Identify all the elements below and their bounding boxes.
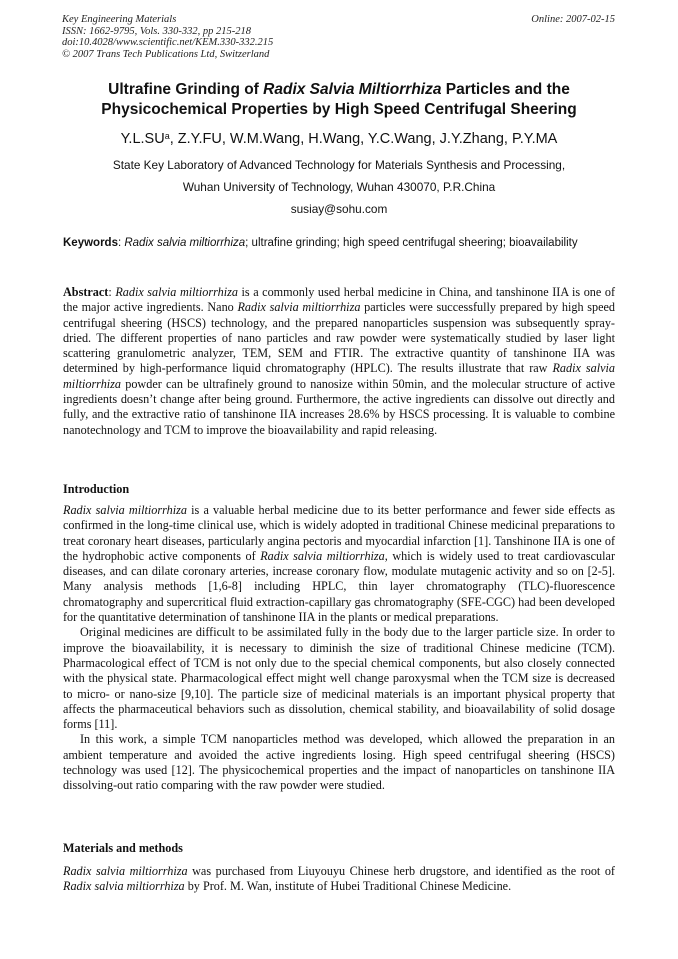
- intro-paragraph-2: Original medicines are difficult to be assimilated fully in the body due to the larger particle size. In order to improve the bioavailability, it is necessary to diminish the size of traditional Chinese medicine (TCM). Pharmacological effect of TCM is not only due to the special chemical components, but also closely connected with the physical state. Pharmacological effect might well change paroxysmal when the TCM size is decreased to micro- or nano-size [9,10]. The particle size of medicinal materials is an important physical property that affects the pharmaceutical behaviors such as dissolution, chemical stability, and bioavailability of solid dosage forms [11].: [63, 625, 615, 732]
- intro-text: is a valuable herbal medicine due to its better performance and fewer side effects as confirmed in the long-time clinical use, which is widely adopted in traditional Chinese medicinal preparations to treat coronary heart diseases, particularly angina pectoris and myocardial infarction [1]. Tanshinone IIA is one of the hydrophobic active components of: [63, 503, 615, 563]
- introduction-body: [63, 503, 615, 794]
- other-authors: , Z.Y.FU, W.M.Wang, H.Wang, Y.C.Wang, J.Y.Zhang, P.Y.MA: [169, 131, 558, 147]
- methods-heading: Materials and methods: [63, 841, 183, 855]
- copyright-line: © 2007 Trans Tech Publications Ltd, Switzerland: [62, 48, 270, 60]
- author-affil-mark: a: [164, 131, 170, 141]
- methods-text: was purchased from Liuyouyu Chinese herb drugstore, and identified as the root of: [187, 864, 615, 878]
- journal-header: [62, 14, 273, 60]
- abstract-label: Abstract: [63, 285, 109, 299]
- methods-paragraph-1: [63, 864, 615, 895]
- author-list: [40, 129, 638, 149]
- issn-line: ISSN: 1662-9795, Vols. 330-332, pp 215-218: [62, 25, 251, 37]
- keywords-rest: ; ultrafine grinding; high speed centrifugal sheering; bioavailability: [245, 237, 578, 249]
- species-name: Radix salvia miltiorrhiza: [115, 285, 238, 299]
- methods-text: by Prof. M. Wan, institute of Hubei Traditional Chinese Medicine.: [184, 879, 512, 894]
- keywords: [63, 236, 615, 251]
- intro-paragraph-3: In this work, a simple TCM nanoparticles method was developed, which allowed the preparation in an ambient temperature and avoided the active ingredients losing. High speed centrifugal sheering (HSCS) technology was used [12]. The physicochemical properties and the impact of nanoparticles on tanshinone IIA dissolving-out ratio comparing with the raw powder were studied.: [63, 732, 615, 793]
- keyword-species: Radix salvia miltiorrhiza: [124, 237, 246, 249]
- online-date: Online: 2007-02-15: [531, 14, 615, 25]
- intro-text: , which is widely used to treat cardiovascular diseases, and can dilate coronary arteries, increase coronary flow, modulate mutagenic activity and so on [2-5]. Many analysis methods [1,6-8] including HPLC, thin layer chromatography (TLC)-fluorescence chromatography and supercritical fluid extraction-capillary gas chromatography (SFE-CGC) had been developed for the quantitative determination of tanshinone IIA in the plants or medical preparations.: [63, 548, 616, 625]
- affiliation-line-2: Wuhan University of Technology, Wuhan 430070, P.R.China: [182, 180, 496, 194]
- separator: :: [117, 237, 125, 249]
- introduction-heading: Introduction: [63, 482, 130, 496]
- abstract-text: powder can be ultrafinely ground to nanosize within 50min, and the molecular structure of active ingredients doesn’t change after being ground. Furthermore, the active ingredients can dissolve out directly and fully, and the extractive ratio of tanshinone IIA increases 28.6% by HSCS processing. It is valuable to combine nanotechnology and TCM to improve the bioavailability and rapid releasing.: [63, 376, 615, 437]
- species-name: Radix salvia miltiorrhiza: [63, 361, 615, 391]
- species-name: Radix salvia miltiorrhiza: [260, 548, 385, 563]
- species-name: Radix salvia miltiorrhiza: [63, 879, 185, 894]
- intro-paragraph-1: [63, 503, 615, 625]
- keywords-label: Keywords: [63, 237, 118, 249]
- species-name: Radix salvia miltiorrhiza: [63, 864, 188, 878]
- affiliation-line-1: State Key Laboratory of Advanced Technology for Materials Synthesis and Processing,: [112, 158, 566, 172]
- abstract-text: particles were successfully prepared by high speed centrifugal sheering (HSCS) technology, and the prepared nanoparticles suspension was subsequently spray-dried. The different properties of nano particles and raw powder were systematically studied by laser light scattering granulometric analyzer, TEM, SEM and FTIR. The extractive quantity of tanshinone IIA was determined by high-performance liquid chromatography (HPLC). The results illustrate that raw: [63, 300, 616, 376]
- species-name: Radix salvia miltiorrhiza: [63, 503, 187, 517]
- methods-body: [63, 864, 615, 895]
- title-part: Particles and the: [441, 81, 570, 98]
- title-part: Ultrafine Grinding of: [108, 81, 264, 98]
- email-link[interactable]: susiay@sohu.com: [290, 202, 388, 216]
- first-author: Y.L.SU: [120, 131, 165, 147]
- journal-name: Key Engineering Materials: [62, 14, 177, 25]
- doi-line: doi:10.4028/www.scientific.net/KEM.330-332.215: [62, 37, 274, 48]
- paper-title: [50, 80, 628, 120]
- separator: :: [108, 285, 116, 299]
- abstract: [63, 285, 615, 438]
- abstract-text: is a commonly used herbal medicine in China, and tanshinone IIA is one of the major active ingredients. Nano: [63, 285, 616, 315]
- species-name: Radix salvia miltiorrhiza: [237, 300, 361, 315]
- title-species: Radix Salvia Miltiorrhiza: [263, 81, 442, 98]
- title-line-2: Physicochemical Properties by High Speed Centrifugal Sheering: [101, 101, 577, 118]
